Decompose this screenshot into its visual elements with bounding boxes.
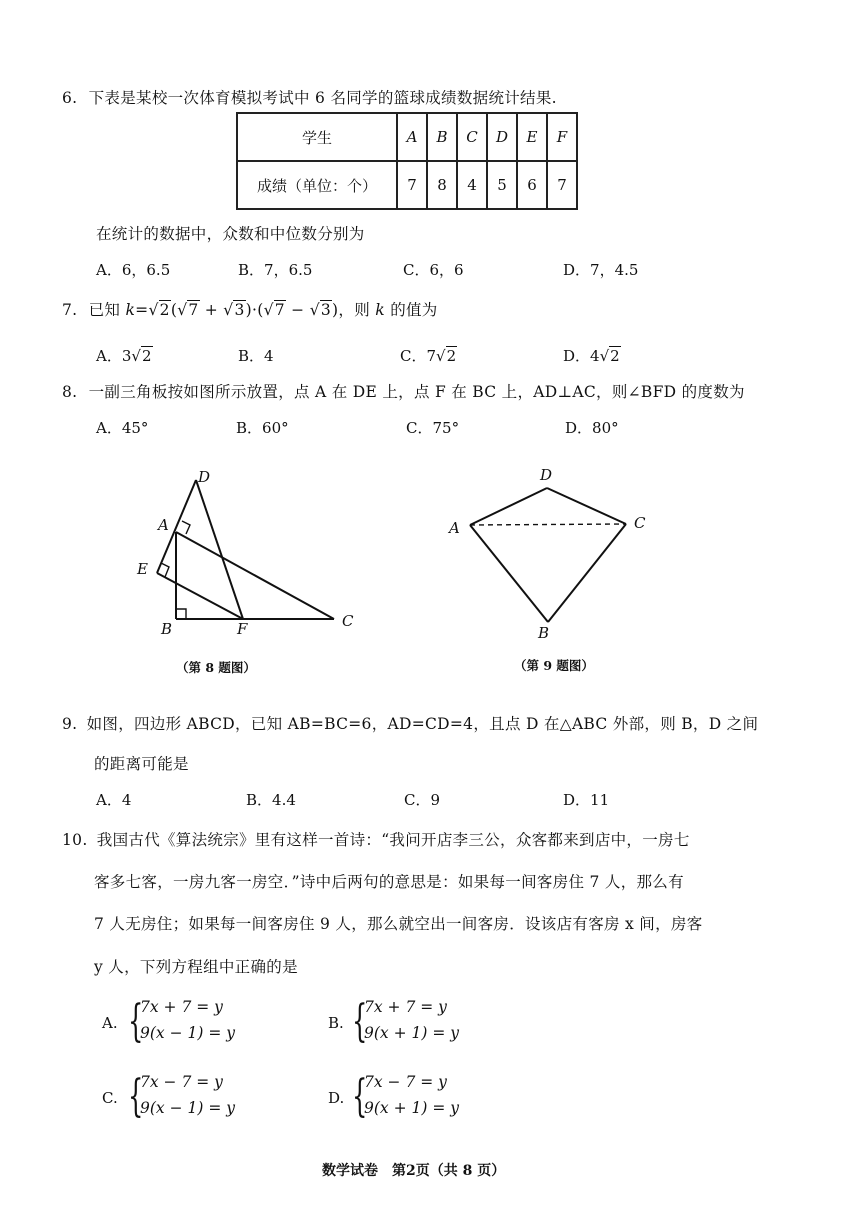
- q9-number: 9.: [62, 715, 78, 733]
- table-row: [237, 161, 577, 209]
- table-header-student: 学生: [237, 113, 397, 161]
- q7-stem-suffix: ，则: [338, 301, 371, 319]
- choice-letter: A.: [102, 1014, 118, 1032]
- label-B: B: [161, 620, 173, 638]
- q7-choice-d[interactable]: [563, 345, 621, 366]
- brace-icon: {: [128, 1071, 144, 1122]
- table-cell: 8: [427, 161, 457, 209]
- segment-DC: [547, 488, 626, 524]
- table-cell: A: [397, 113, 427, 161]
- label-F: F: [237, 620, 248, 638]
- q7-stem-end: 的值为: [390, 301, 438, 319]
- label-B: B: [538, 624, 550, 642]
- q9-choice-c[interactable]: C．9: [404, 791, 441, 809]
- q10-line4: y 人，下列方程组中正确的是: [94, 958, 298, 976]
- choice-radicand: 2: [610, 347, 620, 365]
- table-cell: 7: [397, 161, 427, 209]
- choice-letter: D．: [563, 347, 591, 365]
- choice-radicand: 2: [141, 347, 152, 365]
- q6-stem-text: 下表是某校一次体育模拟考试中 6 名同学的篮球成绩数据统计结果.: [88, 89, 557, 107]
- q7-choice-c[interactable]: [400, 345, 457, 366]
- q9-choice-d[interactable]: D．11: [563, 791, 610, 809]
- segment-AD: [470, 488, 547, 525]
- q9-stem-line1: [62, 712, 758, 734]
- label-D: D: [198, 468, 211, 486]
- q10-line3: 7 人无房住；如果每一间客房住 9 人，那么就空出一间客房．设该店有客房 x 间，房客: [94, 915, 703, 933]
- q10-line2: 客多七客，一房九客一房空．”诗中后两句的意思是：如果每一间客房住 7 人，那么有: [94, 873, 684, 891]
- table-cell: 7: [547, 161, 577, 209]
- q6-score-table: [236, 112, 578, 210]
- q7-choice-b[interactable]: [238, 345, 274, 366]
- brace-icon: {: [352, 996, 368, 1047]
- q7-var-k2: k: [375, 301, 385, 319]
- q9-choice-a[interactable]: A．4: [96, 791, 132, 809]
- table-cell: B: [427, 113, 457, 161]
- choice-radicand: 2: [446, 347, 457, 365]
- label-E: E: [137, 560, 148, 578]
- equation-2: 9(x − 1) = y: [140, 1024, 235, 1042]
- q6-stem: [62, 86, 557, 108]
- label-A: A: [158, 516, 169, 534]
- q7-number: 7.: [62, 301, 78, 319]
- label-D: D: [540, 466, 553, 484]
- choice-letter: C．: [400, 347, 427, 365]
- q10-choice-b[interactable]: [328, 996, 528, 1052]
- q10-line1: [62, 828, 690, 850]
- choice-letter: B.: [328, 1014, 344, 1032]
- choice-text: 4: [264, 347, 274, 365]
- sqrt-sign: √2: [131, 347, 152, 365]
- q8-choice-d[interactable]: D．80°: [565, 419, 619, 437]
- q10-choice-a[interactable]: [102, 996, 302, 1052]
- table-cell: 5: [487, 161, 517, 209]
- q6-choice-c[interactable]: C．6，6: [403, 261, 464, 279]
- q10-line1-text: 我国古代《算法统宗》里有这样一首诗：“我问开店李三公，众客都来到店中，一房七: [96, 831, 690, 849]
- choice-coef: 7: [426, 347, 437, 365]
- q10-choice-d[interactable]: [328, 1071, 528, 1127]
- q6-choice-b[interactable]: B．7，6.5: [238, 261, 313, 279]
- q9-line2: 的距离可能是: [94, 755, 189, 773]
- brace-icon: {: [128, 996, 144, 1047]
- q8-choice-c[interactable]: C．75°: [406, 419, 460, 437]
- q9-line1: 如图，四边形 ABCD，已知 AB=BC=6，AD=CD=4，且点 D 在△ABC 外部，则 B，D 之间: [86, 715, 759, 733]
- q7-stem: [62, 298, 438, 320]
- label-C: C: [342, 612, 354, 630]
- page-footer: 数学试卷 第2页（共 8 页）: [322, 1163, 506, 1179]
- choice-coef: 4: [590, 347, 600, 365]
- sqrt-sign: √2: [436, 347, 457, 365]
- q8-stem: [62, 380, 745, 402]
- q9-choice-b[interactable]: B．4.4: [246, 791, 296, 809]
- q8-figure-caption: （第 8 题图）: [176, 660, 256, 675]
- q6-choice-a[interactable]: A．6，6.5: [96, 261, 171, 279]
- right-angle-A: [182, 521, 190, 534]
- equation-1: 7x − 7 = y: [364, 1073, 447, 1091]
- equation-2: 9(x − 1) = y: [140, 1099, 235, 1117]
- choice-letter: B．: [238, 347, 265, 365]
- equation-1: 7x + 7 = y: [364, 998, 447, 1016]
- label-C: C: [634, 514, 646, 532]
- q8-figure: [120, 460, 380, 650]
- label-A: A: [449, 519, 460, 537]
- q9-figure-caption: （第 9 题图）: [514, 658, 594, 673]
- q8-stem-text: 一副三角板按如图所示放置，点 A 在 DE 上，点 F 在 BC 上，AD⊥AC，则∠BFD 的度数为: [88, 383, 745, 401]
- segment-AC: [176, 532, 334, 619]
- q7-stem-prefix: 已知: [88, 301, 121, 319]
- table-row: [237, 113, 577, 161]
- q8-choice-a[interactable]: A．45°: [96, 419, 149, 437]
- choice-letter: C.: [102, 1089, 118, 1107]
- brace-icon: {: [352, 1071, 368, 1122]
- q6-number: 6.: [62, 89, 78, 107]
- table-cell: F: [547, 113, 577, 161]
- table-cell: D: [487, 113, 517, 161]
- table-cell: 6: [517, 161, 547, 209]
- equation-2: 9(x + 1) = y: [364, 1024, 459, 1042]
- q8-number: 8.: [62, 383, 78, 401]
- table-header-score: 成绩（单位：个）: [237, 161, 397, 209]
- q7-choice-a[interactable]: [96, 345, 153, 366]
- q9-figure: [440, 460, 660, 650]
- equation-2: 9(x + 1) = y: [364, 1099, 459, 1117]
- choice-coef: 3: [121, 347, 132, 365]
- equation-1: 7x + 7 = y: [140, 998, 223, 1016]
- table-cell: 4: [457, 161, 487, 209]
- q10-number: 10.: [62, 831, 88, 849]
- q6-choice-d[interactable]: D．7，4.5: [563, 261, 639, 279]
- q10-choice-c[interactable]: [102, 1071, 302, 1127]
- segment-AC-dashed: [470, 524, 626, 525]
- segment-BA: [470, 525, 548, 622]
- table-cell: E: [517, 113, 547, 161]
- q7-formula: =√2(√7 + √3)·(√7 − √3): [135, 301, 339, 319]
- q7-var-k: k: [125, 301, 136, 319]
- sqrt-sign: √2: [599, 347, 620, 365]
- q6-question: 在统计的数据中，众数和中位数分别为: [96, 225, 365, 243]
- q8-choice-b[interactable]: B．60°: [236, 419, 289, 437]
- right-angle-B: [176, 609, 186, 619]
- table-cell: C: [457, 113, 487, 161]
- choice-letter: A．: [96, 347, 122, 365]
- segment-CB: [548, 524, 626, 622]
- equation-1: 7x − 7 = y: [140, 1073, 223, 1091]
- choice-letter: D.: [328, 1089, 345, 1107]
